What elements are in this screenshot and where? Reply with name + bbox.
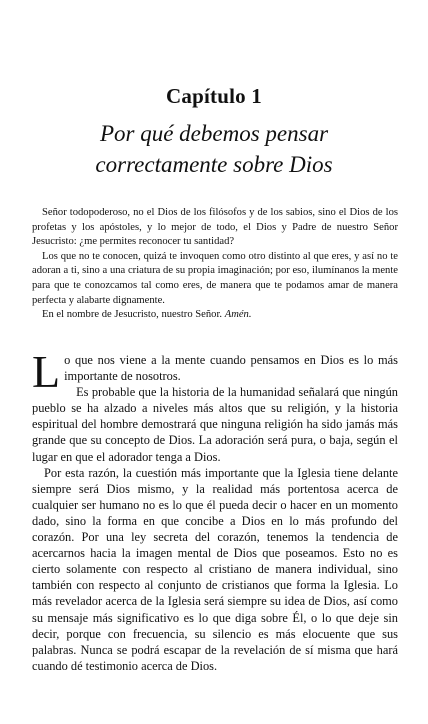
chapter-title-line-2: correctamente sobre Dios: [95, 152, 333, 177]
opening-prayer: [32, 206, 398, 323]
drop-cap: L: [32, 346, 61, 397]
body-paragraph-1-text: o que nos viene a la mente cuando pensamos en Dios es lo más importante de nosotros.: [64, 353, 398, 384]
body-paragraph-3: Por esta razón, la cuestión más importante que la Iglesia tiene delante siempre será Dios mismo, y la realidad más portentosa acerca de cualquier ser humano no es lo que él pueda decir o hacer en un momento dado, sino la forma en que concibe a Dios en lo más profundo del corazón. Por una ley secreta del corazón, tenemos la tendencia de acercarnos hacia la imagen mental de Dios que poseamos. Esto no es cierto solamente con respecto al cristiano de manera individual, sino también con respecto al conjunto de cristianos que forma la Iglesia. Lo más revelador acerca de la Iglesia será siempre su idea de Dios, así como su mensaje más significativo es lo que diga sobre Él, o lo que deje sin decir, porque con frecuencia, su silencio es más elocuente que sus palabras. Nunca se podrá escapar de la revelación de sí misma que hará cuando dé testimonio acerca de Dios.: [32, 465, 398, 673]
prayer-paragraph-3: [32, 308, 398, 323]
body-paragraph-2: Es probable que la historia de la humanidad señalará que ningún pueblo se ha alzado a niveles más altos que su religión, y la historia espiritual del hombre demostrará que ninguna religión ha sido jamás más grande que su concepto de Dios. La adoración será pura, o baja, según el lugar en que el adorador tenga a Dios.: [32, 385, 398, 464]
chapter-title-line-1: Por qué debemos pensar: [99, 121, 329, 146]
prayer-closing: En el nombre de Jesucristo, nuestro Señor.: [42, 309, 223, 321]
prayer-paragraph-2: Los que no te conocen, quizá te invoquen como otro distinto al que eres, y así no te adoran a ti, sino a una criatura de su propia imaginación; por eso, ilumínanos la mente para que te conozcamos tal como eres, de manera que te podamos amar de manera perfecta y alabarte dignamente.: [32, 250, 398, 306]
prayer-amen: Amén.: [224, 309, 252, 321]
body-paragraph-1: [32, 346, 398, 397]
prayer-paragraph-1: Señor todopoderoso, no el Dios de los filósofos y de los sabios, sino el Dios de los profetas y los apóstoles, y lo mejor de todo, el Dios y Padre de nuestro Señor Jesucristo: ¿me permites reconocer tu santidad?: [32, 207, 398, 248]
chapter-title: [0, 118, 428, 180]
chapter-body: [32, 346, 398, 674]
chapter-heading: Capítulo 1: [166, 84, 262, 108]
